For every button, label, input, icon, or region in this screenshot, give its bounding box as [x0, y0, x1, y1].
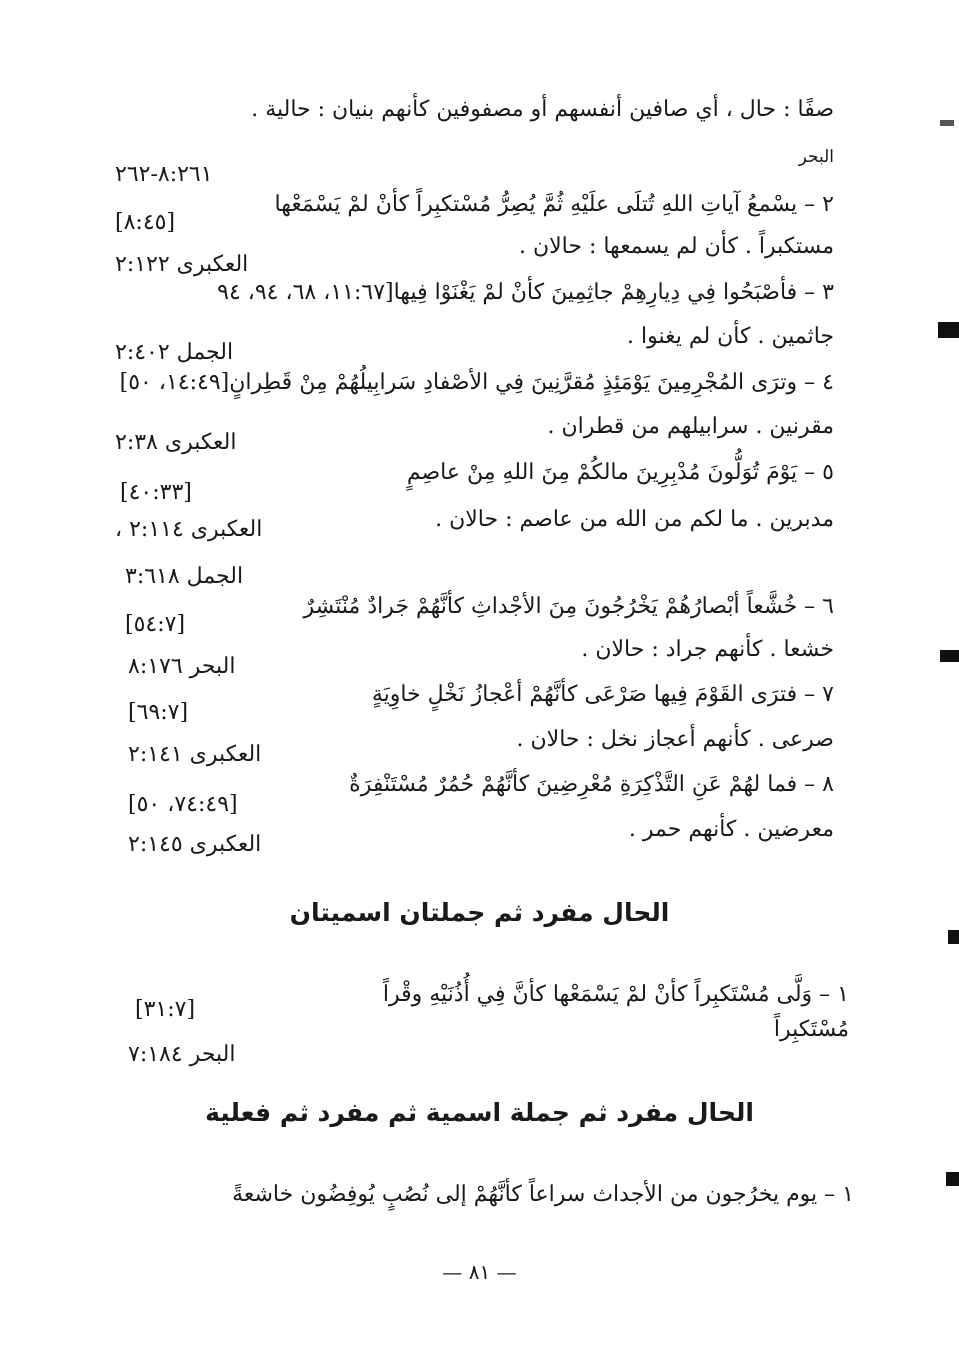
- source-ref: الجمل ٢:٤٠٢: [115, 340, 234, 365]
- scan-mark: [948, 930, 959, 944]
- comment-text: خشعا . كأنهم جراد : حالان .: [581, 637, 834, 662]
- scan-mark: [946, 1172, 959, 1186]
- verse-text: ٥ – يَوْمَ تُوَلُّونَ مُدْبِرِينَ مالكُمْ مِنَ اللهِ مِنْ عاصِمٍ: [406, 460, 834, 485]
- scan-mark: [938, 322, 959, 338]
- scan-mark: [940, 120, 954, 126]
- verse-text: ٣ – فأصْبَحُوا فِي دِيارِهِمْ جاثِمِينَ كأنْ لمْ يَغْنَوْا فِيها[١١:٦٧، ٦٨، ٩٤، ٩٤: [217, 280, 834, 305]
- verse-text: ٨ – فما لهُمْ عَنِ التَّذْكِرَةِ مُعْرِضِينَ كأنَّهُمْ حُمُرٌ مُسْتَنْفِرَةٌ: [349, 772, 834, 797]
- verse-text: ٦ – خُشَّعاً أبْصارُهُمْ يَخْرُجُونَ مِنَ الأجْداثِ كأنَّهُمْ جَرادٌ مُنْتَشِرٌ: [303, 594, 834, 619]
- verse-ref: [٥٤:٧]: [125, 612, 186, 637]
- source-ref: العكبرى ٢:١٤١: [128, 742, 262, 767]
- source-ref: العكبرى ٢:١١٤ ،: [115, 517, 263, 542]
- comment-text: مستكبراً . كأن لم يسمعها : حالان .: [518, 234, 834, 259]
- comment-text: صرعى . كأنهم أعجاز نخل : حالان .: [516, 727, 834, 752]
- verse-text: مُسْتَكبِراً: [773, 1017, 849, 1042]
- comment-text: معرضين . كأنهم حمر .: [628, 817, 834, 842]
- source-ref: العكبرى ٢:١٤٥: [128, 832, 262, 857]
- verse-ref: [٤٠:٣٣]: [120, 480, 192, 505]
- verse-text: ١ – وَلَّى مُسْتَكبِراً كأنْ لمْ يَسْمَعْها كأنَّ فِي أُذُنَيْهِ وقْراً: [382, 982, 849, 1007]
- verse-ref: [٦٩:٧]: [128, 700, 189, 725]
- source-ref: البحر ٨:١٧٦: [128, 654, 236, 679]
- source-ref: العكبرى ٢:٣٨: [115, 430, 237, 455]
- verse-text: ٤ – وترَى المُجْرِمِينَ يَوْمَئِذٍ مُقرَّنِينَ فِي الأصْفادِ سَرابِيلُهُمْ مِنْ قَطِرانٍ[١٤:٤٩، ٥٠]: [119, 370, 834, 395]
- comment-text: مدبرين . ما لكم من الله من عاصم : حالان .: [435, 507, 834, 532]
- verse-ref: [٣١:٧]: [135, 997, 196, 1022]
- source-ref: العكبرى ٢:١٢٢: [115, 252, 249, 277]
- verse-ref: [٧٤:٤٩، ٥٠]: [128, 792, 238, 817]
- verse-text: ٧ – فترَى القَوْمَ فِيها صَرْعَى كأنَّهُمْ أعْجازُ نَخْلٍ خاوِيَةٍ: [371, 682, 834, 707]
- section-heading: الحال مفرد ثم جملة اسمية ثم مفرد ثم فعلية: [205, 1098, 754, 1127]
- scan-mark: [940, 650, 959, 662]
- source-ref: الجمل ٣:٦١٨: [125, 564, 244, 589]
- comment-text: جاثمين . كأن لم يغنوا .: [626, 324, 834, 349]
- source-ref: البحر ٧:١٨٤: [128, 1042, 236, 1067]
- intro-text: صفًا : حال ، أي صافين أنفسهم أو مصفوفين كأنهم بنيان : حالية .: [251, 97, 834, 122]
- verse-text: ٢ – يسْمعُ آياتِ اللهِ تُتلَى علَيْهِ ثُمَّ يُصِرُّ مُسْتكبِراً كأنْ لمْ يَسْمَعْها: [274, 192, 834, 217]
- verse-text: ١ – يوم يخرُجون من الأجداث سراعاً كأنَّهُمْ إلى نُصُبٍ يُوفِضُون خاشعةً: [232, 1182, 854, 1207]
- page-number: — ٨١ —: [442, 1260, 517, 1284]
- section-heading: الحال مفرد ثم جملتان اسميتان: [289, 898, 670, 927]
- verse-ref: [٨:٤٥]: [115, 210, 176, 235]
- source-ref: ٨:٢٦١-٢٦٢: [115, 162, 213, 187]
- source-label: البحر: [798, 147, 834, 167]
- comment-text: مقرنين . سرابيلهم من قطران .: [547, 414, 834, 439]
